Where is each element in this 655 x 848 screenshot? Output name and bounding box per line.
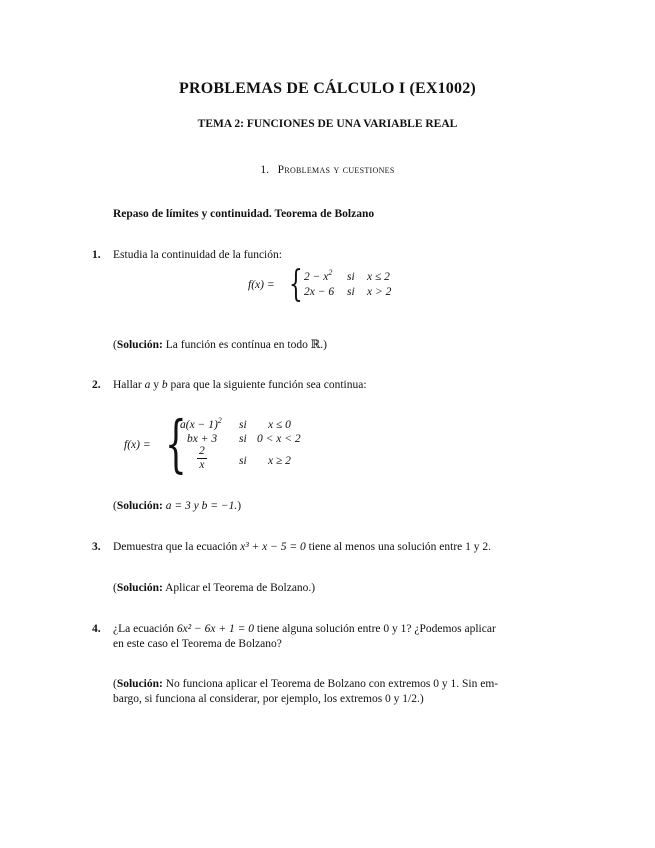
left-brace: { (289, 264, 303, 305)
case-cond: 0 < x < 2 (257, 433, 301, 445)
solution-4: (Solución: No funciona aplicar el Teorema de Bolzano con extremos 0 y 1. Sin em- (113, 678, 499, 690)
section-heading (0, 163, 655, 179)
problem-4 (92, 622, 552, 638)
solution-text: La función es contínua en todo ℝ. (165, 339, 324, 351)
problem-3 (92, 540, 552, 556)
case-expr: $2 - x^2$ (304, 268, 333, 283)
case-cond: x ≥ 2 (268, 455, 291, 467)
problem-number: 3. (92, 541, 101, 553)
solution-label: Solución: (116, 500, 163, 512)
problem-2 (92, 378, 552, 394)
left-brace: { (165, 407, 187, 480)
case-expr: $a(x - 1)^2$ (180, 416, 222, 431)
problem-number: 4. (92, 623, 101, 635)
problem-text: ¿La ecuación 6x² − 6x + 1 = 0 tiene alguna solución entre 0 y 1? ¿Podemos aplicar (113, 623, 496, 635)
solution-text: No funciona aplicar el Teorema de Bolzano con extremos 0 y 1. Sin em- (165, 678, 499, 690)
equation: x³ + x − 5 = 0 (240, 541, 306, 553)
problem-1 (92, 248, 552, 264)
problem-text: Hallar a y b para que la siguiente función sea continua: (113, 379, 367, 391)
solution-label: Solución: (116, 582, 163, 594)
problem-number: 1. (92, 249, 101, 261)
case-expr: bx + 3 (187, 433, 218, 445)
solution-text: a = 3 y b = −1. (165, 500, 238, 512)
solution-label: Solución: (116, 678, 163, 690)
case-cond: x ≤ 2 (367, 271, 390, 283)
equation: 6x² − 6x + 1 = 0 (176, 623, 255, 635)
solution-2: (Solución: a = 3 y b = −1.) (113, 500, 242, 512)
case-cond: x > 2 (367, 286, 392, 298)
solution-3: (Solución: Aplicar el Teorema de Bolzano.) (113, 582, 316, 594)
case-si: si (239, 419, 247, 431)
problem-text-line2: en este caso el Teorema de Bolzano? (113, 638, 282, 650)
case-si: si (239, 433, 247, 445)
case-si: si (239, 455, 247, 467)
problem-number: 2. (92, 379, 101, 391)
topic-heading: Repaso de límites y continuidad. Teorema de Bolzano (113, 208, 375, 220)
function-lhs: f(x) = (248, 279, 275, 291)
solution-label: Solución: (116, 339, 163, 351)
case-fraction: $\frac{2}{x}$ (199, 445, 205, 472)
solution-4-line2: bargo, si funciona al considerar, por ejemplo, los extremos 0 y 1/2.) (113, 693, 424, 705)
case-expr: 2x − 6 (304, 286, 335, 298)
case-si: si (347, 271, 355, 283)
solution-text: Aplicar el Teorema de Bolzano. (165, 582, 312, 594)
problem-text: Estudia la continuidad de la función: (113, 249, 282, 261)
piecewise-function-1 (248, 264, 448, 305)
piecewise-function-2 (124, 407, 344, 480)
function-lhs: f(x) = (124, 439, 151, 451)
section-number: 1. (260, 164, 269, 176)
page-subtitle: TEMA 2: FUNCIONES DE UNA VARIABLE REAL (197, 118, 458, 130)
page-title: PROBLEMAS DE CÁLCULO I (EX1002) (179, 80, 476, 97)
solution-1: (Solución: La función es contínua en todo ℝ.) (113, 339, 327, 351)
case-cond: x ≤ 0 (268, 419, 291, 431)
section-title: Problemas y cuestiones (277, 164, 395, 176)
case-si: si (347, 286, 355, 298)
problem-text: Demuestra que la ecuación x³ + x − 5 = 0 tiene al menos una solución entre 1 y 2. (113, 541, 492, 553)
